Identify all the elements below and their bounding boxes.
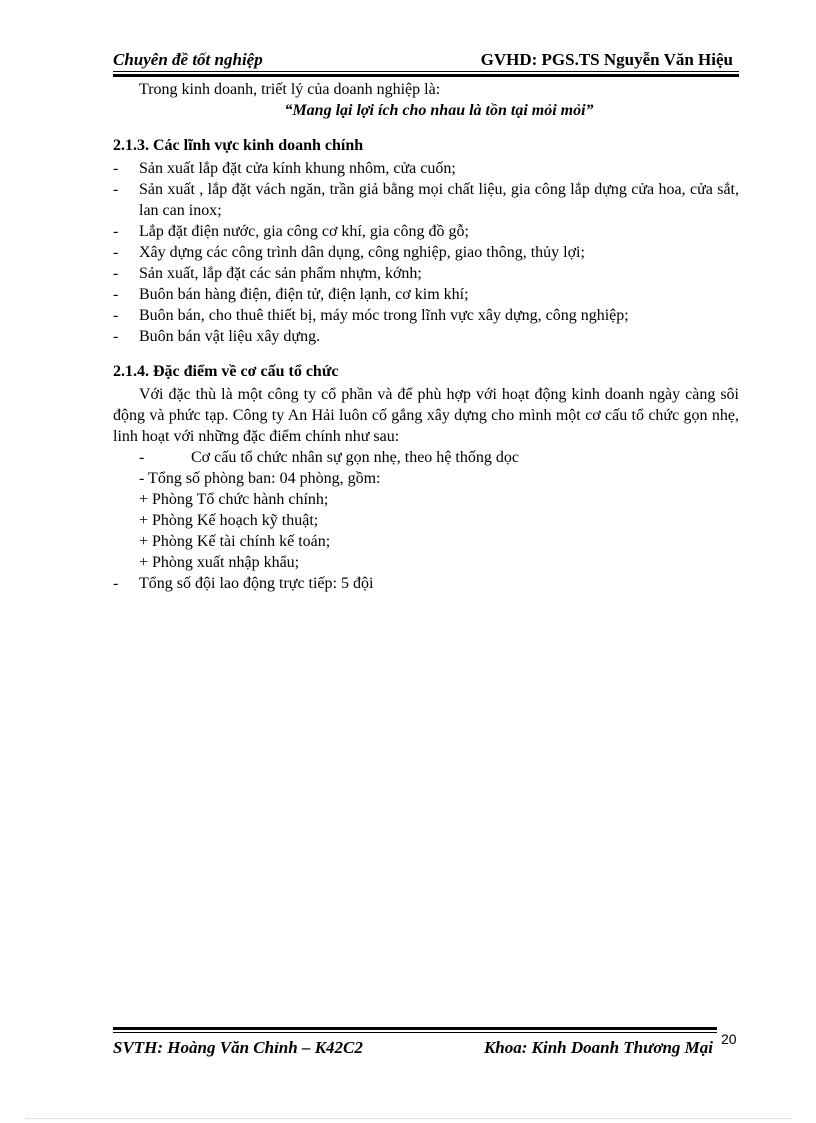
list-item: - Sản xuất , lắp đặt vách ngăn, trần giả bằng mọi chất liệu, gia công lắp dựng cửa hoa, cửa sắt, lan can inox; — [113, 181, 739, 219]
teams-list — [113, 573, 739, 594]
dash-marker: - — [113, 575, 119, 592]
list-item: - Buôn bán vật liệu xây dựng. — [113, 328, 321, 345]
organization-details — [113, 447, 739, 573]
dash-marker: - — [113, 181, 119, 198]
dash-marker: - — [113, 265, 119, 282]
header-topic: Chuyên đề tốt nghiệp — [113, 50, 263, 69]
header-rule-thin — [113, 71, 739, 72]
footer-student: SVTH: Hoàng Văn Chỉnh – K42C2 — [113, 1038, 363, 1057]
dash-marker: - — [113, 328, 119, 345]
organization-paragraph: Với đặc thù là một công ty cổ phần và để phù hợp với hoạt động kinh doanh ngày càng sôi động và phức tạp. Công ty An Hải luôn cố gắng xây dựng cho mình một cơ cấu tổ chức gọn nhẹ, linh hoạt với những đặc điểm chính như sau: — [113, 386, 739, 445]
department-item: + Phòng Kế hoạch kỹ thuật; — [139, 512, 319, 529]
business-areas-list — [113, 158, 739, 347]
structure-line: - Cơ cấu tổ chức nhân sự gọn nhẹ, theo hệ thống dọc — [139, 449, 519, 466]
page-body — [113, 79, 739, 594]
department-item: + Phòng Kế tài chính kế toán; — [139, 533, 331, 550]
section-2-1-4-title: 2.1.4. Đặc điểm về cơ cấu tổ chức — [113, 363, 339, 380]
department-item: + Phòng xuất nhập khẩu; — [139, 554, 300, 571]
page-header — [113, 48, 739, 72]
list-item: - Sản xuất, lắp đặt các sản phẩm nhựm, kớnh; — [113, 265, 422, 282]
dash-marker: - — [113, 307, 119, 324]
dash-marker: - — [113, 244, 119, 261]
section-2-1-3-title: 2.1.3. Các lĩnh vực kinh doanh chính — [113, 137, 364, 154]
footer-rule-thin — [113, 1032, 717, 1033]
dash-marker: - — [113, 286, 119, 303]
header-rule-thick — [113, 74, 739, 77]
list-item: - Lắp đặt điện nước, gia công cơ khí, gia công đồ gỗ; — [113, 223, 469, 240]
page-bottom-dotted-line — [25, 1118, 791, 1119]
footer-rule-thick — [113, 1027, 717, 1030]
dash-marker: - — [113, 223, 119, 240]
departments-line: - Tổng số phòng ban: 04 phòng, gồm: — [139, 470, 381, 487]
list-item: - Tổng số đội lao động trực tiếp: 5 đội — [113, 575, 374, 592]
department-item: + Phòng Tổ chức hành chính; — [139, 491, 329, 508]
list-item: - Buôn bán, cho thuê thiết bị, máy móc trong lĩnh vực xây dựng, công nghiệp; — [113, 307, 629, 324]
footer-faculty: Khoa: Kinh Doanh Thương Mại — [483, 1038, 713, 1057]
header-advisor: GVHD: PGS.TS Nguyễn Văn Hiệu — [480, 50, 733, 69]
list-item: - Buôn bán hàng điện, điện tử, điện lạnh, cơ kim khí; — [113, 286, 469, 303]
intro-line: Trong kinh doanh, triết lý của doanh nghiệp là: — [139, 81, 441, 98]
dash-marker: - — [113, 160, 119, 177]
page-footer — [113, 1038, 717, 1062]
page-number: 20 — [721, 1031, 737, 1047]
list-item: - Xây dựng các công trình dân dụng, công nghiệp, giao thông, thủy lợi; — [113, 244, 585, 261]
list-item: - Sản xuất lắp đặt cửa kính khung nhôm, cửa cuốn; — [113, 160, 456, 177]
company-motto: “Mang lại lợi ích cho nhau là tồn tại mỏi mỏi” — [284, 102, 594, 119]
